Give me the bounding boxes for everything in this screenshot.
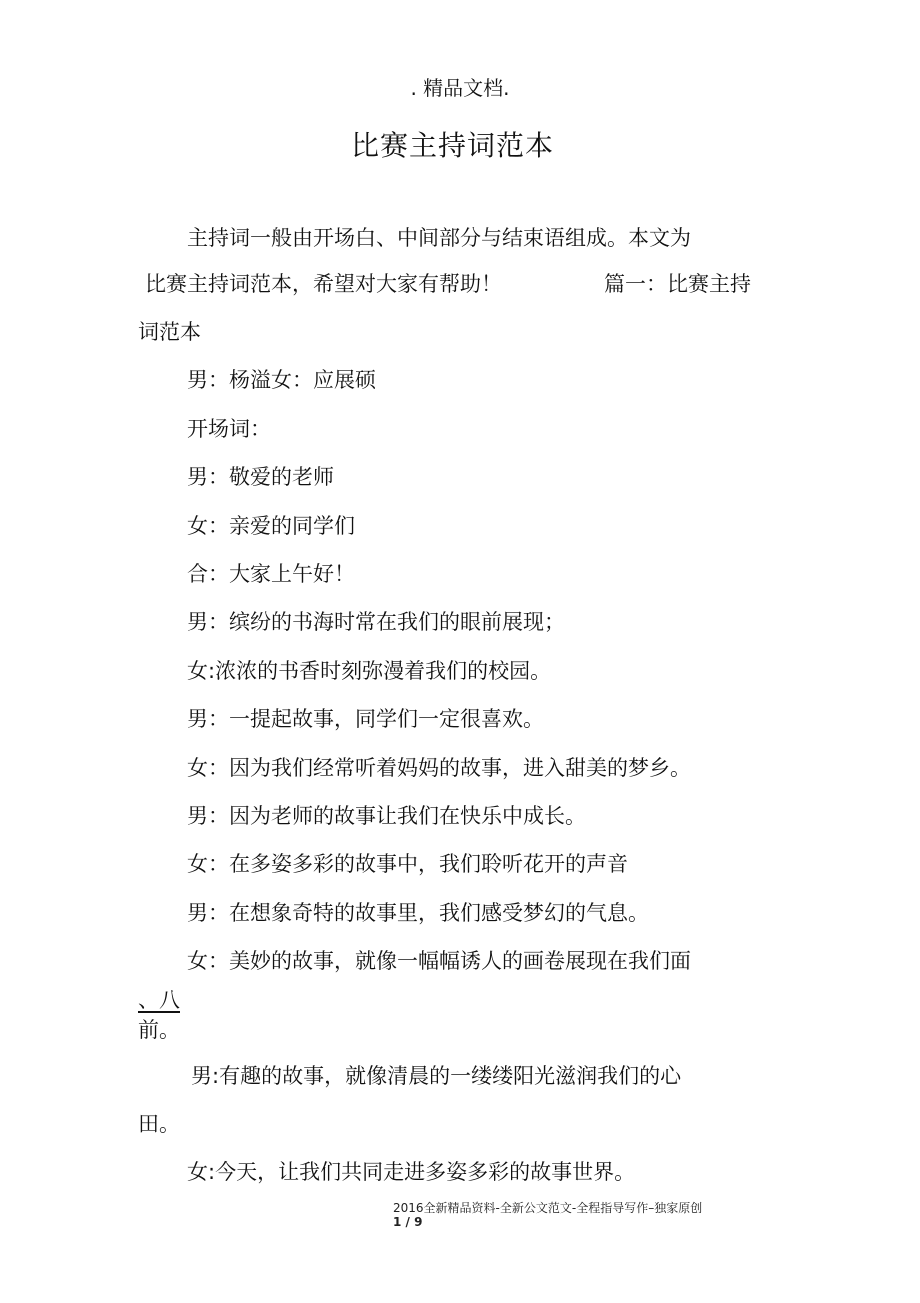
- page-header-label: . 精品文档.: [410, 76, 510, 100]
- script-line: 女：美妙的故事，就像一幅幅诱人的画卷展现在我们面: [187, 949, 691, 973]
- script-line: 女:浓浓的书香时刻弥漫着我们的校园。: [187, 659, 552, 683]
- footer-note: 2016全新精品资料-全新公文范文-全程指导写作–独家原创: [393, 1201, 703, 1215]
- intro-line-3: 词范本: [138, 320, 201, 344]
- page-indicator: 1 / 9: [393, 1215, 423, 1229]
- continuation-line: 田。: [138, 1112, 180, 1136]
- script-line: 男:有趣的故事，就像清晨的一缕缕阳光滋润我们的心: [191, 1064, 682, 1088]
- continuation-line: 前。: [138, 1018, 180, 1042]
- script-line: 女:今天，让我们共同走进多姿多彩的故事世界。: [187, 1160, 636, 1184]
- script-line: 男：一提起故事，同学们一定很喜欢。: [187, 707, 544, 731]
- script-line: 女：在多姿多彩的故事中，我们聆听花开的声音: [187, 852, 628, 876]
- intro-line-2-left: 比赛主持词范本，希望对大家有帮助！: [145, 272, 502, 296]
- script-line: 男：在想象奇特的故事里，我们感受梦幻的气息。: [187, 901, 649, 925]
- script-line: 男：因为老师的故事让我们在快乐中成长。: [187, 804, 586, 828]
- script-line: 男：缤纷的书海时常在我们的眼前展现；: [187, 610, 565, 634]
- script-line: 女：因为我们经常听着妈妈的故事，进入甜美的梦乡。: [187, 756, 691, 780]
- host-names-line: 男：杨溢女：应展硕: [187, 368, 376, 392]
- document-title: 比赛主持词范本: [350, 129, 554, 162]
- stray-underlined-fragment: 、八: [138, 988, 180, 1012]
- script-line: 女：亲爱的同学们: [187, 514, 355, 538]
- intro-line-2-right: 篇一：比赛主持: [604, 272, 751, 296]
- intro-line-1: 主持词一般由开场白、中间部分与结束语组成。本文为: [187, 226, 691, 250]
- opening-label: 开场词：: [187, 417, 271, 441]
- script-line: 男：敬爱的老师: [187, 465, 334, 489]
- script-line: 合：大家上午好！: [187, 562, 355, 586]
